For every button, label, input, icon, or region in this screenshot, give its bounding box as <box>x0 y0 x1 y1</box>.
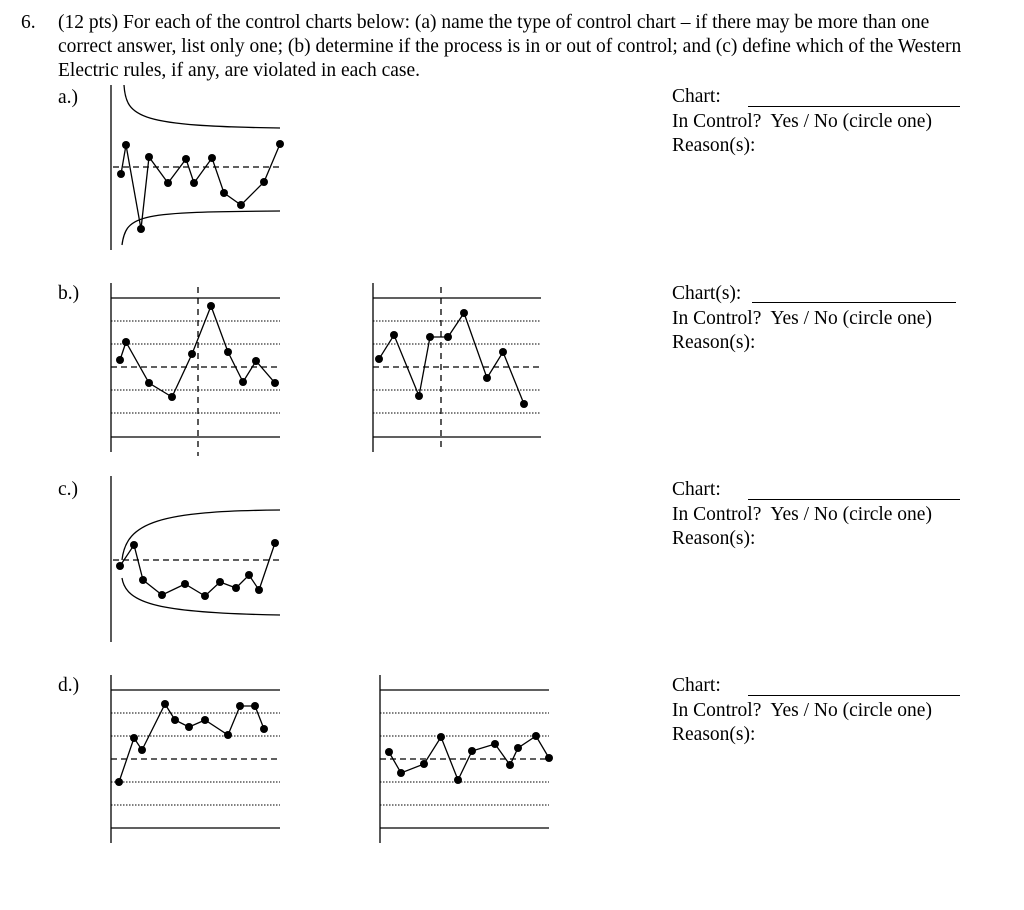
data-point <box>190 179 198 187</box>
data-point <box>420 760 428 768</box>
data-point <box>260 178 268 186</box>
data-point <box>276 140 284 148</box>
data-point <box>116 562 124 570</box>
chart-a-ucl-curve <box>124 85 280 128</box>
data-point <box>483 374 491 382</box>
data-point <box>385 748 393 756</box>
data-point <box>139 576 147 584</box>
chart-d-right <box>380 675 549 843</box>
data-point <box>252 357 260 365</box>
data-point <box>164 179 172 187</box>
part-a-answer-block <box>672 85 972 159</box>
data-point <box>224 731 232 739</box>
chart-a-lcl-curve <box>122 211 280 245</box>
data-point <box>216 578 224 586</box>
data-point <box>220 189 228 197</box>
data-point <box>491 740 499 748</box>
data-point <box>232 584 240 592</box>
chart-c-lcl-curve <box>122 578 280 615</box>
data-point <box>130 541 138 549</box>
data-point <box>545 754 553 762</box>
data-point <box>245 571 253 579</box>
data-point <box>251 702 259 710</box>
part-b-answer-block <box>672 282 972 356</box>
data-point <box>260 725 268 733</box>
data-point <box>168 393 176 401</box>
data-point <box>116 356 124 364</box>
part-d-answer-block <box>672 674 972 748</box>
question-number: 6. <box>21 12 36 33</box>
data-point <box>415 392 423 400</box>
data-point <box>145 379 153 387</box>
part-c-chart-label: Chart: <box>672 479 721 500</box>
data-point <box>397 769 405 777</box>
part-d-chart-label: Chart: <box>672 675 721 696</box>
data-point <box>137 225 145 233</box>
data-point <box>375 355 383 363</box>
data-point <box>201 592 209 600</box>
chart-d-right-data-line <box>389 736 549 780</box>
data-point <box>161 700 169 708</box>
part-c-yes-no-choice[interactable]: Yes / No (circle one) <box>770 503 932 525</box>
data-point <box>437 733 445 741</box>
data-point <box>122 141 130 149</box>
part-a-chart-blank[interactable] <box>748 106 960 107</box>
data-point <box>182 155 190 163</box>
part-c-answer-block <box>672 478 972 552</box>
data-point <box>122 338 130 346</box>
part-c-in-control-label: In Control? <box>672 503 762 525</box>
chart-c-data-line <box>120 543 275 596</box>
data-point <box>255 586 263 594</box>
data-point <box>115 778 123 786</box>
part-a-label: a.) <box>58 87 79 108</box>
part-d-yes-no-choice[interactable]: Yes / No (circle one) <box>770 699 932 721</box>
data-point <box>460 309 468 317</box>
data-point <box>271 539 279 547</box>
chart-a-data-line <box>121 144 280 229</box>
part-d-chart-blank[interactable] <box>748 695 960 696</box>
data-point <box>237 201 245 209</box>
part-b-reason-label: Reason(s): <box>672 332 756 353</box>
data-point <box>185 723 193 731</box>
question-text: (12 pts) For each of the control charts below: (a) name the type of control chart – if there may be more than one correct answer, list only one; (b) determine if the process is in or out of control; and (c) define which of the Western Electric rules, if any, are violated in each case. <box>58 12 962 81</box>
data-point <box>520 400 528 408</box>
part-c-chart-blank[interactable] <box>748 499 960 500</box>
data-point <box>454 776 462 784</box>
data-point <box>201 716 209 724</box>
data-point <box>181 580 189 588</box>
data-point <box>239 378 247 386</box>
data-point <box>188 350 196 358</box>
part-b-chart-blank[interactable] <box>752 302 956 303</box>
data-point <box>514 744 522 752</box>
data-point <box>224 348 232 356</box>
chart-d-left-data-line <box>119 704 264 782</box>
part-b-label: b.) <box>58 283 80 304</box>
data-point <box>117 170 125 178</box>
data-point <box>171 716 179 724</box>
part-d-reason-label: Reason(s): <box>672 724 756 745</box>
data-point <box>390 331 398 339</box>
chart-c-ucl-curve <box>122 510 280 560</box>
chart-b-left <box>111 283 280 456</box>
data-point <box>426 333 434 341</box>
data-point <box>271 379 279 387</box>
data-point <box>207 302 215 310</box>
chart-c <box>111 476 280 642</box>
part-b-chart-label: Chart(s): <box>672 283 742 304</box>
part-a-chart-label: Chart: <box>672 86 721 107</box>
data-point <box>208 154 216 162</box>
data-point <box>145 153 153 161</box>
part-c-reason-label: Reason(s): <box>672 528 756 549</box>
data-point <box>468 747 476 755</box>
data-point <box>138 746 146 754</box>
part-d-in-control-label: In Control? <box>672 699 762 721</box>
chart-d-left <box>111 675 280 843</box>
part-a-in-control-label: In Control? <box>672 110 762 132</box>
data-point <box>130 734 138 742</box>
data-point <box>532 732 540 740</box>
data-point <box>158 591 166 599</box>
data-point <box>499 348 507 356</box>
chart-a <box>111 85 280 250</box>
part-d-label: d.) <box>58 675 80 696</box>
data-point <box>444 333 452 341</box>
control-chart-figures <box>100 80 570 860</box>
part-a-yes-no-choice[interactable]: Yes / No (circle one) <box>770 110 932 132</box>
chart-b-right <box>373 283 541 452</box>
data-point <box>506 761 514 769</box>
part-a-reason-label: Reason(s): <box>672 135 756 156</box>
part-b-yes-no-choice[interactable]: Yes / No (circle one) <box>770 307 932 329</box>
chart-b-left-data-line <box>120 306 275 397</box>
part-c-label: c.) <box>58 479 79 500</box>
part-b-in-control-label: In Control? <box>672 307 762 329</box>
data-point <box>236 702 244 710</box>
